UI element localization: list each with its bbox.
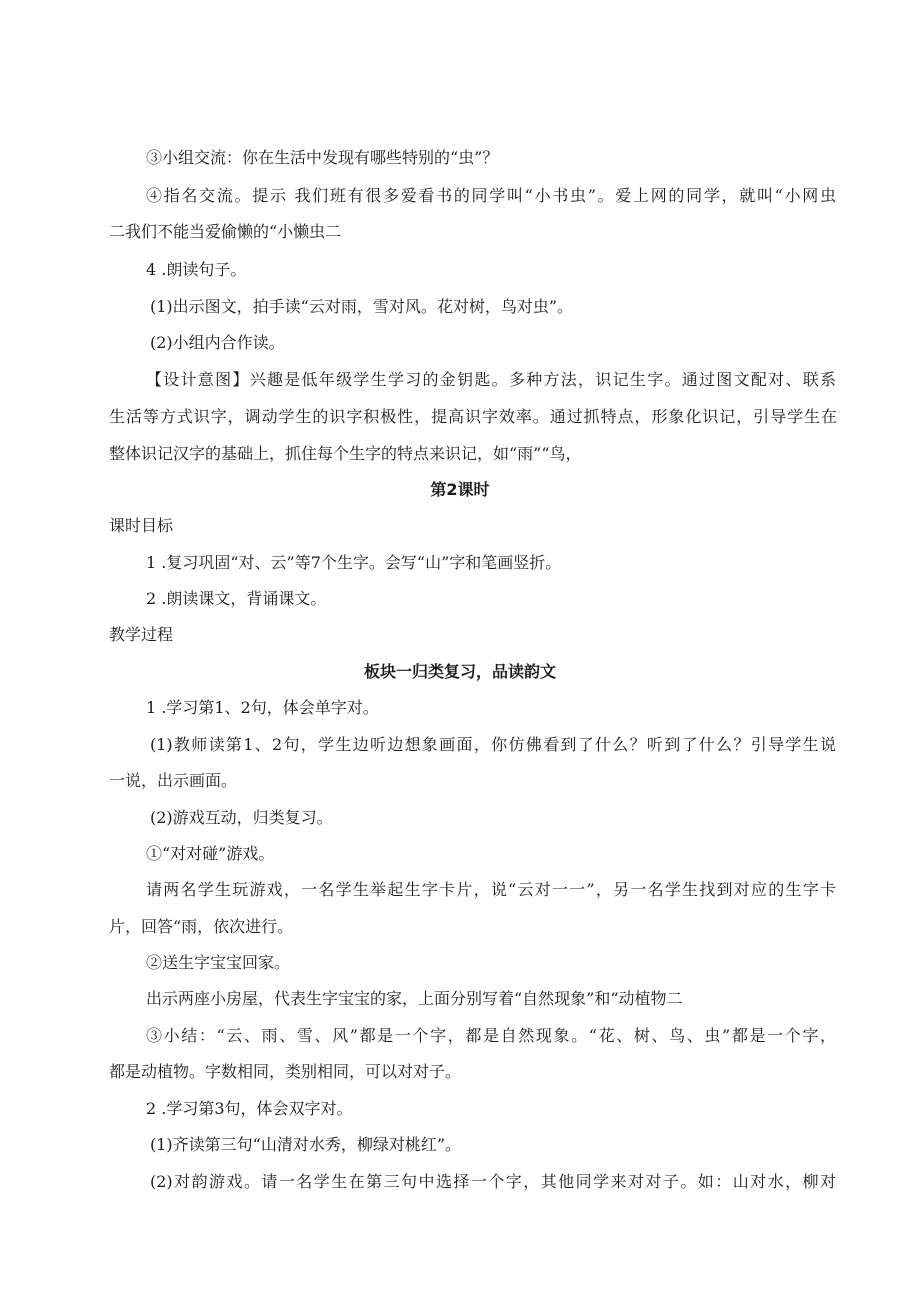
game-1-description-continued: 片，回答“雨，依次进行。 (109, 917, 294, 936)
teaching-process-label: 教学过程 (109, 625, 174, 644)
lesson-objectives-label: 课时目标 (109, 516, 174, 535)
game-1-description: 请两名学生玩游戏，一名学生举起生字卡片，说“云对一一”，另一名学生找到对应的生字卡 (146, 880, 836, 899)
summary-line-1: ③小结：“云、雨、雪、风”都是一个字，都是自然现象。“花、树、鸟、虫”都是一个字， (146, 1026, 836, 1045)
lesson-2-heading: 第2课时 (430, 480, 490, 499)
game-2-description: 出示两座小房屋，代表生字宝宝的家，上面分别写着“自然现象”和“动植物二 (146, 989, 683, 1008)
step-1-sub-2: (2)游戏互动，归类复习。 (150, 808, 333, 827)
item-4-sub-2: (2)小组内合作读。 (150, 333, 285, 352)
summary-line-2: 都是动植物。字数相同，类别相同，可以对对子。 (109, 1062, 462, 1081)
step-1-sub-1: (1)教师读第1、2句，学生边听边想象画面，你仿佛看到了什么？听到了什么？引导学生说 (150, 735, 836, 754)
item-4-sub-1: (1)出示图文，拍手读“云对雨，雪对风。花对树，鸟对虫”。 (150, 297, 574, 316)
design-intent-line-3: 整体识记汉字的基础上，抓住每个生字的特点来识记，如“雨”“鸟， (109, 444, 582, 463)
design-intent-line-1: 【设计意图】兴趣是低年级学生学习的金钥匙。多种方法，识记生字。通过图文配对、联系 (146, 370, 836, 389)
design-intent-line-2: 生活等方式识字，调动学生的识字积极性，提高识字效率。通过抓特点，形象化识记，引导学生在 (109, 407, 837, 426)
step-2-double-word-pairs: 2 .学习第3句，体会双字对。 (146, 1099, 353, 1118)
step-2-sub-2: (2)对韵游戏。请一名学生在第三句中选择一个字，其他同学来对对子。如：山对水，柳对 (150, 1172, 836, 1191)
step-1-single-word-pairs: 1 .学习第1、2句，体会单字对。 (146, 698, 379, 717)
step-4-continued: 二我们不能当爱偷懒的“小懒虫二 (109, 222, 342, 241)
game-2-title: ②送生字宝宝回家。 (146, 953, 291, 972)
item-4-read-sentences: 4 .朗读句子。 (146, 260, 247, 279)
game-1-title: ①“对对碰”游戏。 (146, 844, 275, 863)
step-1-sub-1-continued: 一说，出示画面。 (109, 771, 238, 790)
step-3-group-discussion: ③小组交流：你在生活中发现有哪些特别的“虫”？ (146, 148, 499, 167)
step-4-named-sharing: ④指名交流。提示 我们班有很多爱看书的同学叫“小书虫”。爱上网的同学，就叫“小网虫 (146, 186, 836, 205)
section-1-heading: 板块一归类复习，品读韵文 (363, 662, 556, 681)
objective-2: 2 .朗读课文，背诵课文。 (146, 589, 327, 608)
objective-1: 1 .复习巩固“对、云”等7个生字。会写“山”字和笔画竖折。 (146, 553, 562, 572)
step-2-sub-1: (1)齐读第三句“山清对水秀，柳绿对桃红”。 (150, 1135, 462, 1154)
